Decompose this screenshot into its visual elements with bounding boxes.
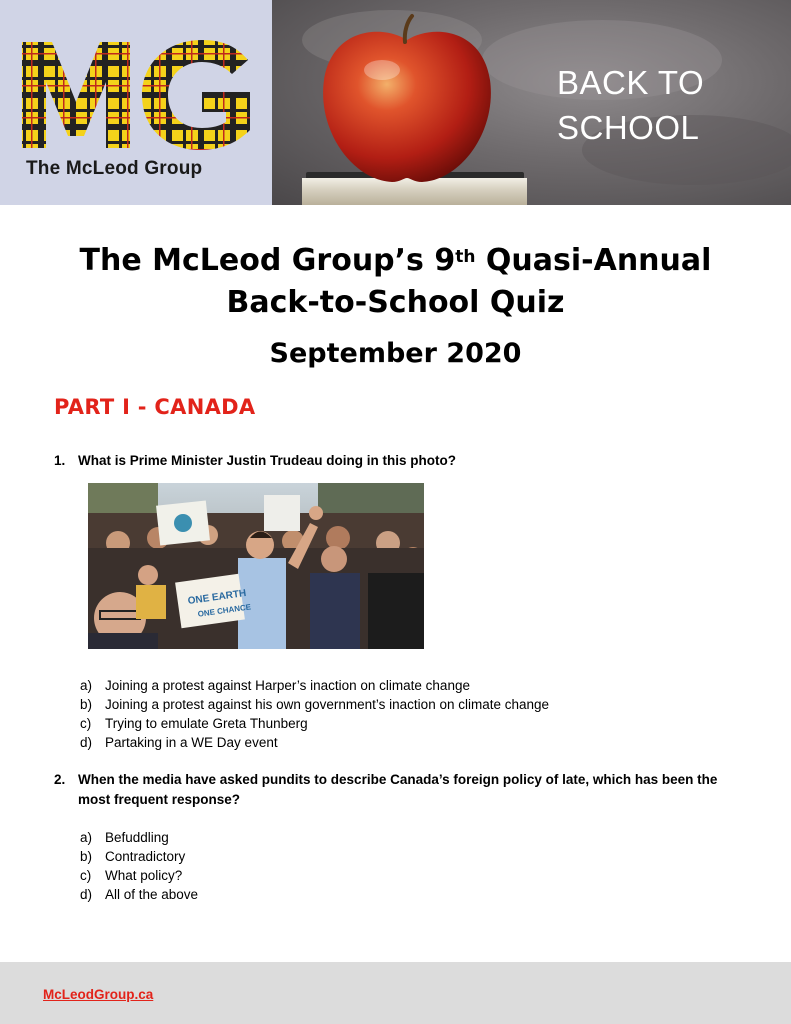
- logo-panel: [0, 0, 272, 205]
- question-number: 2.: [54, 772, 66, 787]
- question-number: 1.: [54, 453, 66, 468]
- option-item: [80, 866, 198, 885]
- option-item: [80, 847, 198, 866]
- question-text: What is Prime Minister Justin Trudeau doing in this photo?: [78, 453, 457, 468]
- question-2-options: [80, 828, 198, 904]
- question-2: [54, 770, 734, 810]
- option-text: Befuddling: [105, 830, 169, 845]
- option-letter: c): [80, 716, 92, 731]
- option-letter: d): [80, 735, 93, 750]
- quiz-title-line-2: Back-to-School Quiz: [226, 285, 565, 320]
- question-1-options: [80, 676, 549, 752]
- logo-caption: The McLeod Group: [26, 158, 203, 179]
- option-letter: c): [80, 868, 92, 883]
- banner-title-line-2: SCHOOL: [557, 109, 700, 146]
- option-letter: a): [80, 830, 93, 845]
- option-text: Joining a protest against Harper’s inaction on climate change: [105, 678, 470, 693]
- website-link[interactable]: McLeodGroup.ca: [43, 987, 154, 1002]
- option-item: [80, 828, 198, 847]
- option-letter: a): [80, 678, 93, 693]
- mcleod-group-logo: [18, 40, 254, 150]
- quiz-date: September 2020: [269, 338, 522, 369]
- protest-sign-text: ONE EARTH: [187, 587, 247, 608]
- option-letter: b): [80, 697, 93, 712]
- quiz-title-part-b: Quasi-Annual: [475, 243, 712, 278]
- option-item: [80, 714, 549, 733]
- protest-sign-text-2: ONE CHANCE: [197, 602, 252, 619]
- banner-title-line-1: BACK TO: [557, 64, 705, 101]
- protest-photo: [88, 483, 424, 649]
- option-item: [80, 885, 198, 904]
- option-item: [80, 733, 549, 752]
- quiz-title-superscript: th: [455, 247, 476, 267]
- option-text: All of the above: [105, 887, 199, 902]
- option-text: Partaking in a WE Day event: [105, 735, 278, 750]
- option-text: Joining a protest against his own government’s inaction on climate change: [105, 697, 550, 712]
- option-item: [80, 695, 549, 714]
- quiz-title-part-a: The McLeod Group’s 9: [79, 243, 456, 278]
- header-banner: [0, 0, 791, 205]
- option-letter: d): [80, 887, 93, 902]
- option-text: What policy?: [105, 868, 183, 883]
- quiz-title: [0, 240, 791, 324]
- quiz-title-line-1: [0, 240, 791, 282]
- option-letter: b): [80, 849, 93, 864]
- banner-title: [272, 60, 791, 150]
- option-text: Contradictory: [105, 849, 186, 864]
- page-footer: [0, 962, 791, 1024]
- option-text: Trying to emulate Greta Thunberg: [105, 716, 308, 731]
- option-item: [80, 676, 549, 695]
- part-heading: PART I - CANADA: [54, 395, 256, 419]
- question-text: When the media have asked pundits to describe Canada’s foreign policy of late, which has been the most frequent response?: [78, 772, 718, 807]
- question-1: [54, 451, 734, 471]
